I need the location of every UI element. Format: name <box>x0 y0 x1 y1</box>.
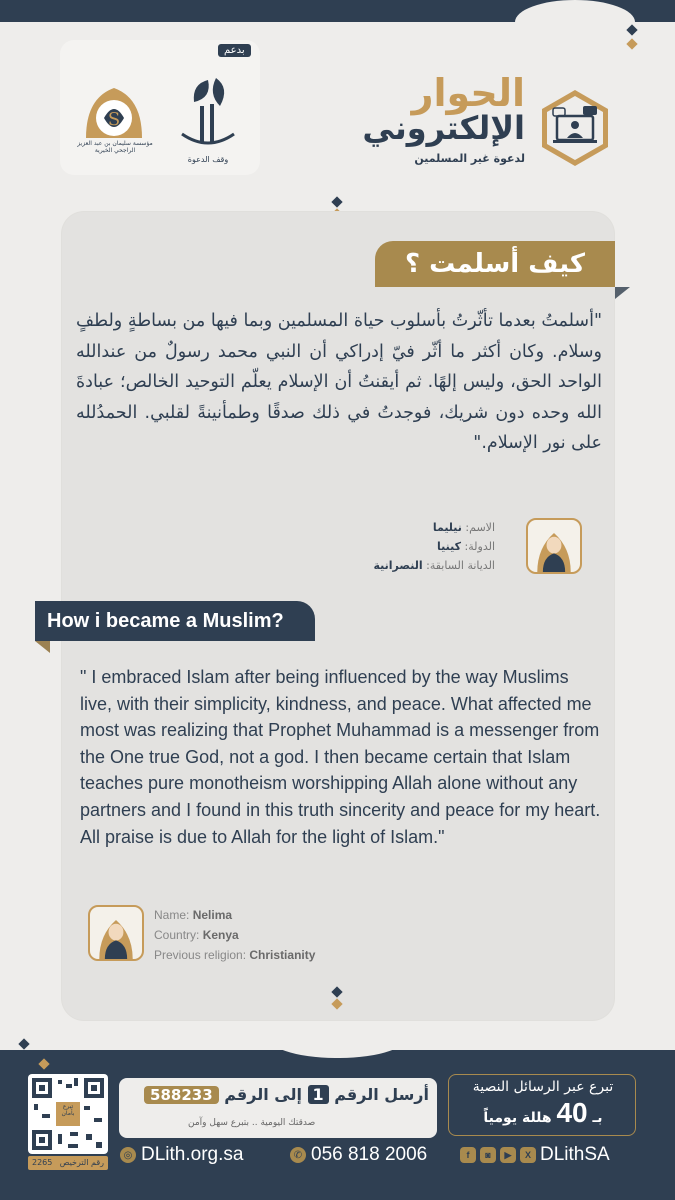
arabic-religion-value: النصرانية <box>373 559 423 572</box>
online-dialogue-icon <box>535 88 615 168</box>
avatar <box>88 905 144 961</box>
license-label-text: رقم الترخيص <box>59 1158 104 1167</box>
arabic-religion-label: الديانة السابقة: <box>426 559 495 572</box>
facebook-icon[interactable]: f <box>460 1147 476 1163</box>
english-country-row <box>154 925 315 945</box>
arabic-heading: كيف أسلمت ؟ <box>375 241 615 287</box>
arabic-name-value: نيليما <box>432 521 462 534</box>
website-text: DLith.org.sa <box>141 1144 244 1165</box>
english-country-value: Kenya <box>202 928 239 942</box>
arabic-name-row <box>374 518 496 537</box>
arabic-name-label: الاسم: <box>465 521 495 534</box>
instagram-icon[interactable]: ◙ <box>480 1147 496 1163</box>
license-label <box>28 1156 108 1170</box>
x-icon[interactable]: X <box>520 1147 536 1163</box>
donation-amount-line <box>455 1097 631 1129</box>
svg-text:S: S <box>107 109 121 130</box>
sms-subtitle: صدقتك اليومية .. بتبرع سهل وآمن <box>188 1118 316 1128</box>
ornament-diamond <box>626 38 637 49</box>
avatar <box>526 518 582 574</box>
english-religion-row <box>154 945 315 965</box>
phone-text: 056 818 2006 <box>311 1144 428 1165</box>
donation-amount: 40 <box>556 1097 588 1128</box>
ornament-diamond <box>18 1038 29 1049</box>
donation-suffix: هللة يومياً <box>483 1110 552 1126</box>
whatsapp-icon: ✆ <box>290 1147 306 1163</box>
sms-instruction <box>144 1085 429 1104</box>
youtube-icon[interactable]: ▶ <box>500 1147 516 1163</box>
sms-to-text: إلى الرقم <box>224 1085 302 1104</box>
english-heading: How i became a Muslim? <box>35 601 315 641</box>
arabic-country-label: الدولة: <box>464 540 495 553</box>
donation-prefix: بـ <box>592 1110 603 1126</box>
arabic-country-row <box>374 537 496 556</box>
social-handle[interactable]: DLithSA <box>540 1144 610 1165</box>
sms-number[interactable]: 588233 <box>144 1086 219 1104</box>
arabic-person-details <box>374 518 496 575</box>
ornament-diamond <box>331 196 342 207</box>
brand-title <box>362 71 525 147</box>
donation-title: تبرع عبر الرسائل النصية <box>472 1079 614 1095</box>
english-religion-value: Christianity <box>249 948 316 962</box>
sms-send-text: أرسل الرقم <box>334 1085 429 1104</box>
brand-title-line2: الإلكتروني <box>362 109 525 147</box>
heading-fold <box>615 287 630 299</box>
english-name-value: Nelima <box>192 908 233 922</box>
phone-link[interactable] <box>290 1144 427 1166</box>
heading-fold <box>35 641 50 653</box>
license-number: 2265 <box>32 1158 53 1167</box>
woman-hijab-icon <box>528 520 580 572</box>
english-name-label: Name: <box>154 908 190 922</box>
english-name-row <box>154 905 315 925</box>
arabic-religion-row <box>374 556 496 575</box>
social-links <box>460 1144 610 1166</box>
arabic-country-value: كينيا <box>437 540 462 553</box>
sponsor-label: بدعم <box>218 44 251 57</box>
english-person-details <box>154 905 315 965</box>
brand-title-line1: الحوار <box>411 71 525 115</box>
woman-hijab-icon <box>90 907 142 959</box>
arabic-story: "أسلمتُ بعدما تأثّرتُ بأسلوب حياة المسلمين وبما فيها من بساطةٍ ولطفٍ وسلام. وكان أكثر ما أثّر فيّ إدراكي أن النبي محمد رسولٌ من عندالله الواحد الحق، وليس إلهًا. ثم أيقنتُ أن الإسلام يعلّم التوحيد الخالص؛ عبادةَ الله وحده دون شريك، فوجدتُ في ذلك صدقًا وطمأنينةً لقلبي. الحمدُلله على نور الإسلام." <box>76 311 602 453</box>
brand-subtitle: لدعوة غير المسلمين <box>414 152 525 165</box>
english-religion-label: Previous religion: <box>154 948 247 962</box>
dawah-endowment-name: وقف الدعوة <box>187 155 229 164</box>
globe-icon: ◎ <box>120 1147 136 1163</box>
english-story: " I embraced Islam after being influenced by the way Muslims live, with their simplicity, kindness, and peace. What affected me most was realizing that Prophet Muhammad is a messenger from the One true God, not a god. I then became certain that Islam teaches pure monotheism worshipping Allah alone without any partners and I found in this truth sincerity and peace for my heart. All praise is due to Allah for the light of Islam." <box>80 667 601 847</box>
website-link[interactable] <box>120 1144 243 1166</box>
ornament-diamond <box>626 24 637 35</box>
dawah-endowment-logo <box>172 72 244 164</box>
sms-digit: 1 <box>308 1085 329 1104</box>
rajhi-foundation-name: مؤسسة سليمان بن عبد العزيز الراجحي الخيرية <box>77 140 153 155</box>
qr-badge: تبرع بأمان <box>61 1103 75 1117</box>
english-country-label: Country: <box>154 928 200 942</box>
